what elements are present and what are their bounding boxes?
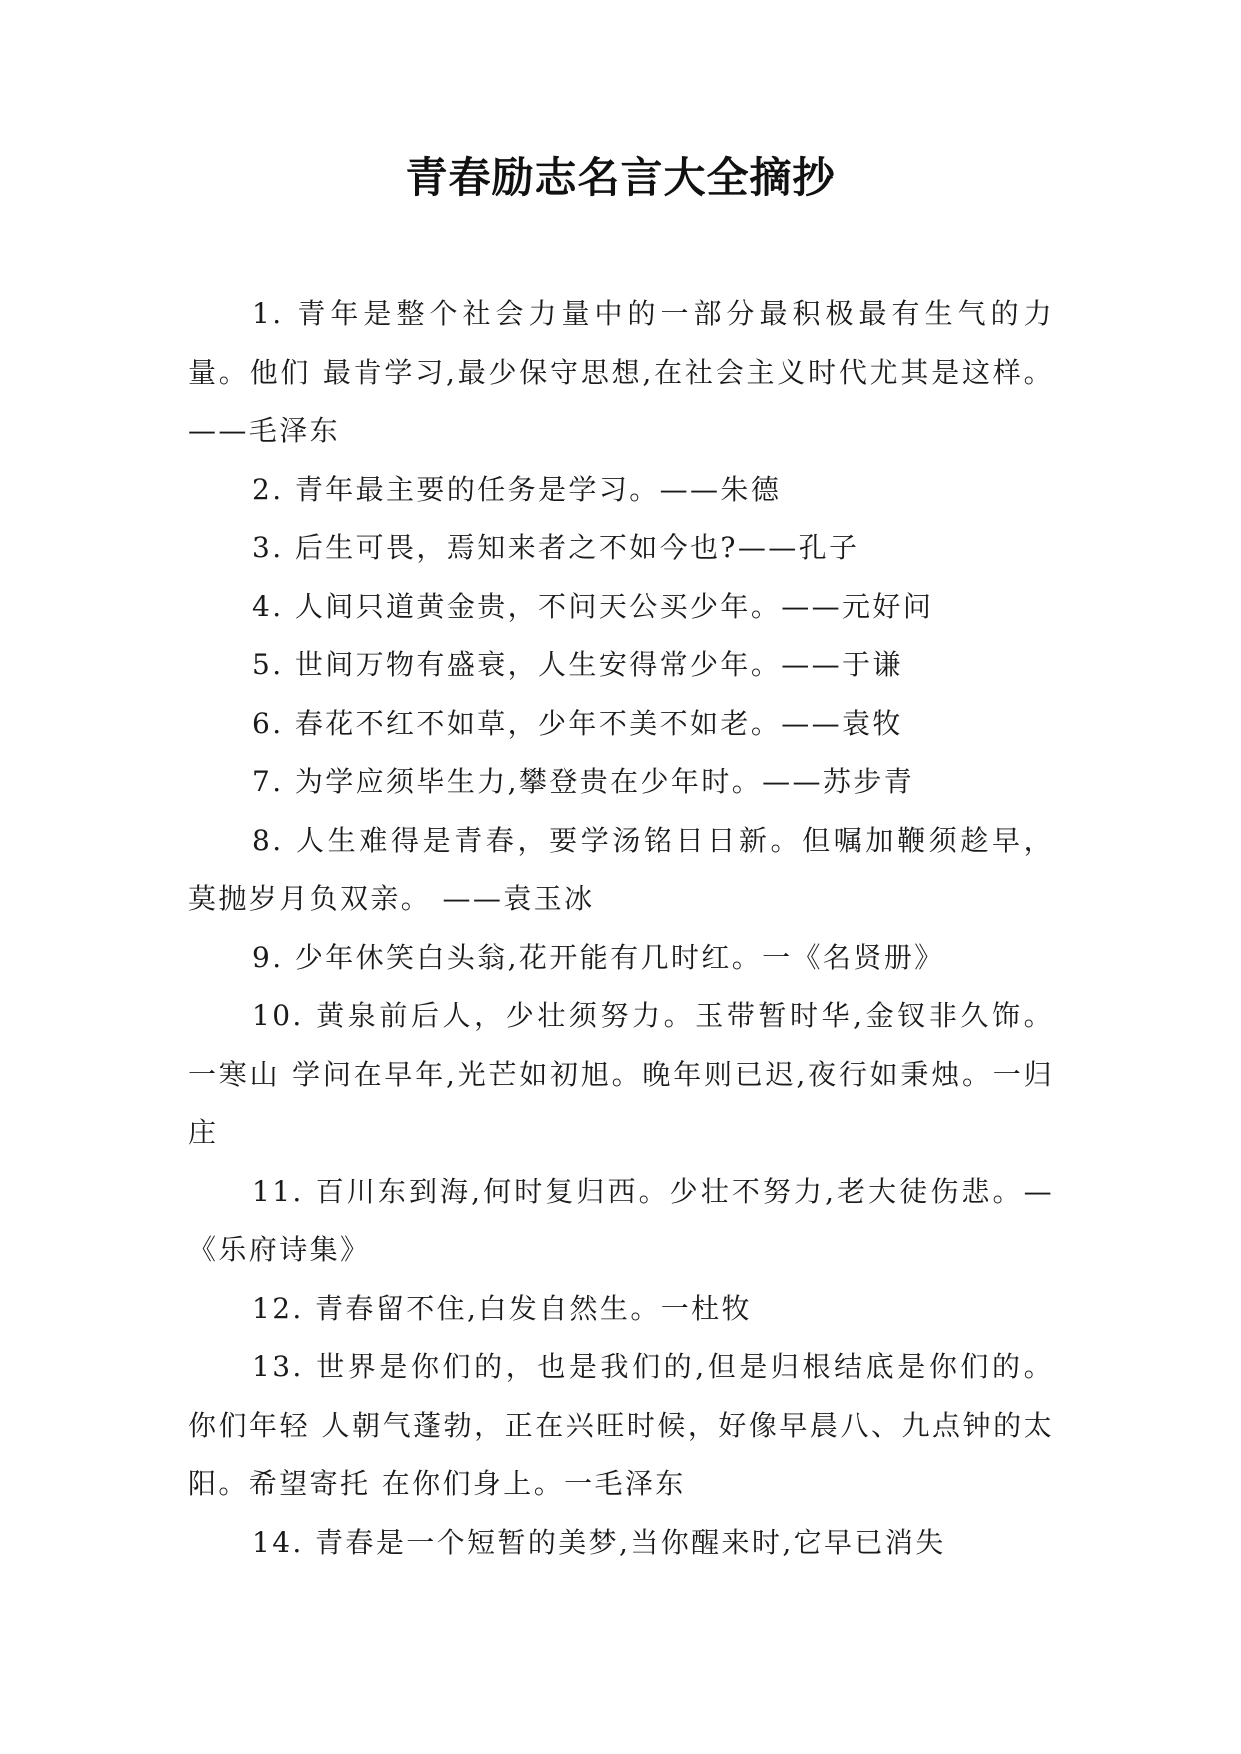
quote-paragraph-12: 12. 青春留不住,白发自然生。一杜牧 [252,1291,752,1325]
quote-paragraph-3: 3. 后生可畏，焉知来者之不如今也?——孔子 [252,531,860,564]
quote-paragraph-1: 1. 青年是整个社会力量中的一部分最积极最有生气的力量。他们 最肯学习,最少保守思想,在社会主义时代尤其是这样。——毛泽东 [188,297,1054,447]
quote-paragraph-8: 8. 人生难得是青春，要学汤铭日日新。但嘱加鞭须趁早，莫抛岁月负双亲。 ——袁玉冰 [188,823,1054,915]
quote-paragraph-6: 6. 春花不红不如草，少年不美不如老。——袁牧 [252,706,903,740]
document-body [188,285,1054,1572]
quote-paragraph-2: 2. 青年最主要的任务是学习。——朱德 [252,472,782,506]
quote-paragraph-4: 4. 人间只道黄金贵，不问天公买少年。——元好问 [252,589,934,623]
document-title: 青春励志名言大全摘抄 [405,153,836,202]
quote-paragraph-9: 9. 少年休笑白头翁,花开能有几时红。一《名贤册》 [252,940,945,974]
quote-paragraph-14: 14. 青春是一个短暂的美梦,当你醒来时,它早已消失 [252,1525,946,1559]
quote-paragraph-7: 7. 为学应须毕生力,攀登贵在少年时。——苏步青 [252,765,915,798]
quote-paragraph-11: 11. 百川东到海,何时复归西。少壮不努力,老大徒伤悲。—《乐府诗集》 [188,1174,1054,1266]
quote-paragraph-13: 13. 世界是你们的，也是我们的,但是归根结底是你们的。你们年轻 人朝气蓬勃，正在兴旺时候，好像早晨八、九点钟的太阳。希望寄托 在你们身上。一毛泽东 [188,1350,1054,1500]
quote-paragraph-5: 5. 世间万物有盛衰，人生安得常少年。——于谦 [252,648,903,681]
quote-paragraph-10: 10. 黄泉前后人，少壮须努力。玉带暂时华,金钗非久饰。一寒山 学问在早年,光芒如初旭。晚年则已迟,夜行如秉烛。一归庄 [188,999,1054,1149]
